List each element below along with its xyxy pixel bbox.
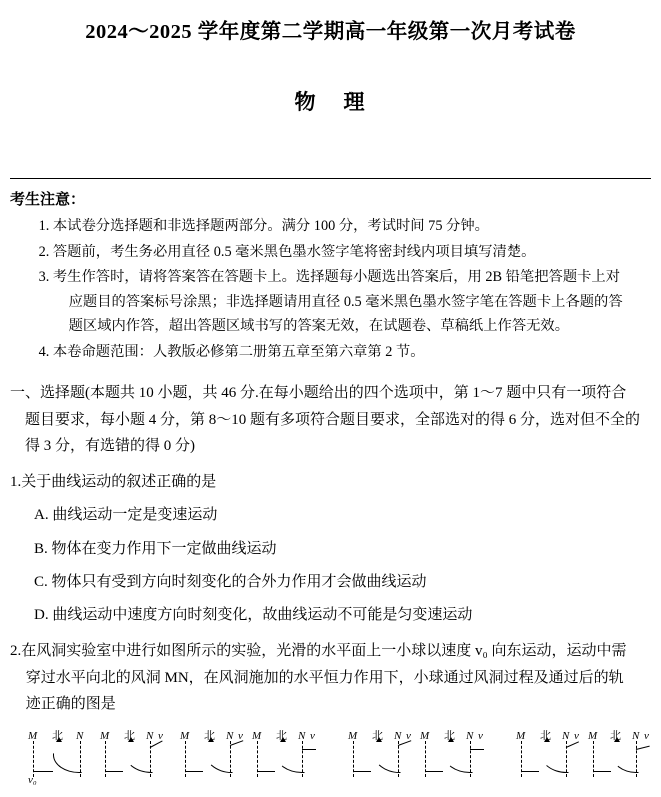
figure-b-left-panel bbox=[180, 727, 246, 779]
label-M: M bbox=[180, 730, 190, 743]
path-segment bbox=[353, 771, 371, 772]
label-north: 北 bbox=[610, 730, 621, 743]
exam-paper-page bbox=[0, 14, 661, 797]
exit-line bbox=[302, 749, 316, 750]
trajectory-curve bbox=[371, 747, 401, 773]
question-1-stem bbox=[10, 469, 651, 495]
notice-item: 1. 本试卷分选择题和非选择题两部分。满分 100 分，考试时间 75 分钟。 bbox=[38, 218, 489, 234]
figure-a-left-panel bbox=[28, 727, 94, 786]
notice-item-text: 应题目的答案标号涂黑；非选择题请用直径 0.5 毫米黑色墨水签字笔在答题卡上各题的答 bbox=[68, 293, 623, 310]
label-v: v bbox=[644, 730, 649, 743]
horizontal-divider bbox=[10, 178, 651, 179]
question-1-text: 关于曲线运动的叙述正确的是 bbox=[21, 474, 217, 491]
section-heading-line: 一、选择题(本题共 10 小题，共 46 分.在每小题给出的四个选项中，第 1～7 题中只有一项符合 bbox=[10, 385, 627, 402]
label-N: N bbox=[146, 730, 154, 743]
notice-heading: 考生注意： bbox=[10, 192, 86, 208]
exit-line bbox=[470, 749, 484, 750]
label-N: N bbox=[632, 730, 640, 743]
section-heading-line: 题目要求，每小题 4 分，第 8～10 题有多项符合题目要求，全部选对的得 6 分，选对但不全的 bbox=[25, 411, 641, 428]
path-segment bbox=[425, 771, 443, 772]
question-2-stem bbox=[10, 638, 651, 717]
label-v: v bbox=[238, 730, 243, 743]
label-north: 北 bbox=[372, 730, 383, 743]
question-1-number: 1. bbox=[10, 474, 22, 491]
label-north: 北 bbox=[124, 730, 135, 743]
question-2-figure-b bbox=[176, 725, 324, 785]
figure-b-right-panel bbox=[252, 727, 318, 779]
path-segment bbox=[257, 771, 275, 772]
subject-char-2: 理 bbox=[343, 90, 367, 114]
question-2-figure-d bbox=[512, 725, 651, 785]
question-2-number: 2. bbox=[10, 643, 22, 660]
label-N: N bbox=[298, 730, 306, 743]
label-v: v bbox=[406, 730, 411, 743]
trajectory-curve bbox=[53, 753, 82, 773]
label-M: M bbox=[100, 730, 110, 743]
question-1 bbox=[10, 469, 651, 628]
question-1-option-c: C. 物体只有受到方向时刻变化的合外力作用才会做曲线运动 bbox=[34, 573, 427, 590]
trajectory-curve bbox=[611, 751, 639, 773]
page-title: 2024～2025 学年度第二学期高一年级第一次月考试卷 bbox=[85, 21, 576, 43]
label-north: 北 bbox=[52, 730, 63, 743]
label-N: N bbox=[226, 730, 234, 743]
notice-item: 2. 答题前，考生务必用直径 0.5 毫米黑色墨水签字笔将密封线内项目填写清楚。 bbox=[38, 243, 536, 260]
north-arrow bbox=[448, 737, 454, 742]
label-north: 北 bbox=[444, 730, 455, 743]
subject-heading bbox=[0, 86, 661, 116]
label-v: v bbox=[478, 730, 483, 743]
section-heading-choice bbox=[10, 380, 651, 459]
trajectory-curve bbox=[443, 751, 473, 773]
trajectory-curve bbox=[275, 751, 305, 773]
path-segment bbox=[185, 771, 203, 772]
label-v0: v₀ bbox=[28, 774, 37, 786]
question-1-option-d: D. 曲线运动中速度方向时刻变化，故曲线运动不可能是匀变速运动 bbox=[34, 607, 473, 624]
notice-item: 4. 本卷命题范围：人教版必修第二册第五章至第六章第 2 节。 bbox=[38, 343, 425, 360]
figure-d-left-panel bbox=[516, 727, 582, 779]
question-2 bbox=[10, 638, 651, 785]
label-v: v bbox=[574, 730, 579, 743]
label-N: N bbox=[562, 730, 570, 743]
question-2-figure-c bbox=[344, 725, 492, 785]
figure-a-right-panel bbox=[100, 727, 166, 779]
label-M: M bbox=[28, 730, 38, 743]
question-1-option-a: A. 曲线运动一定是变速运动 bbox=[34, 507, 218, 524]
notice-list bbox=[10, 214, 651, 364]
question-2-text: 在风洞实验室中进行如图所示的实验，光滑的水平面上一小球以速度 v₀ 向东运动，运动中需 bbox=[21, 643, 627, 660]
question-2-figure-a bbox=[24, 725, 172, 785]
path-segment bbox=[105, 771, 123, 772]
label-M: M bbox=[252, 730, 262, 743]
label-v: v bbox=[310, 730, 315, 743]
question-1-option-b: B. 物体在变力作用下一定做曲线运动 bbox=[34, 540, 277, 557]
section-heading-line: 得 3 分，有选错的得 0 分) bbox=[25, 437, 195, 454]
label-north: 北 bbox=[204, 730, 215, 743]
label-M: M bbox=[420, 730, 430, 743]
path-segment bbox=[593, 771, 611, 772]
figure-c-left-panel bbox=[348, 727, 414, 779]
label-north: 北 bbox=[276, 730, 287, 743]
label-N: N bbox=[466, 730, 474, 743]
notice-item-text: 3. 考生作答时，请将答案答在答题卡上。选择题每小题选出答案后，用 2B 铅笔把答题卡上对 bbox=[38, 269, 621, 286]
trajectory-curve bbox=[203, 747, 233, 773]
label-v: v bbox=[158, 730, 163, 743]
path-segment bbox=[521, 771, 539, 772]
north-arrow bbox=[614, 737, 620, 742]
figure-d-right-panel bbox=[588, 727, 651, 779]
trajectory-curve bbox=[123, 749, 153, 773]
notice-item-text: 题区域内作答，超出答题区域书写的答案无效，在试题卷、草稿纸上作答无效。 bbox=[68, 318, 570, 335]
subject-char-1: 物 bbox=[294, 90, 318, 114]
label-M: M bbox=[348, 730, 358, 743]
label-M: M bbox=[516, 730, 526, 743]
north-arrow bbox=[376, 737, 382, 742]
figure-c-right-panel bbox=[420, 727, 486, 779]
north-arrow bbox=[544, 737, 550, 742]
exit-line bbox=[636, 746, 650, 750]
label-north: 北 bbox=[540, 730, 551, 743]
question-2-text: 迹正确的图是 bbox=[25, 695, 116, 712]
north-arrow bbox=[128, 737, 134, 742]
question-2-text: 穿过水平向北的风洞 MN，在风洞施加的水平恒力作用下，小球通过风洞过程及通过后的轨 bbox=[25, 669, 624, 686]
north-arrow bbox=[56, 737, 62, 742]
label-N: N bbox=[394, 730, 402, 743]
label-N: N bbox=[76, 730, 84, 743]
notice-item bbox=[10, 265, 651, 339]
label-M: M bbox=[588, 730, 598, 743]
trajectory-curve bbox=[539, 749, 569, 773]
north-arrow bbox=[208, 737, 214, 742]
north-arrow bbox=[280, 737, 286, 742]
question-2-figures bbox=[24, 725, 651, 785]
